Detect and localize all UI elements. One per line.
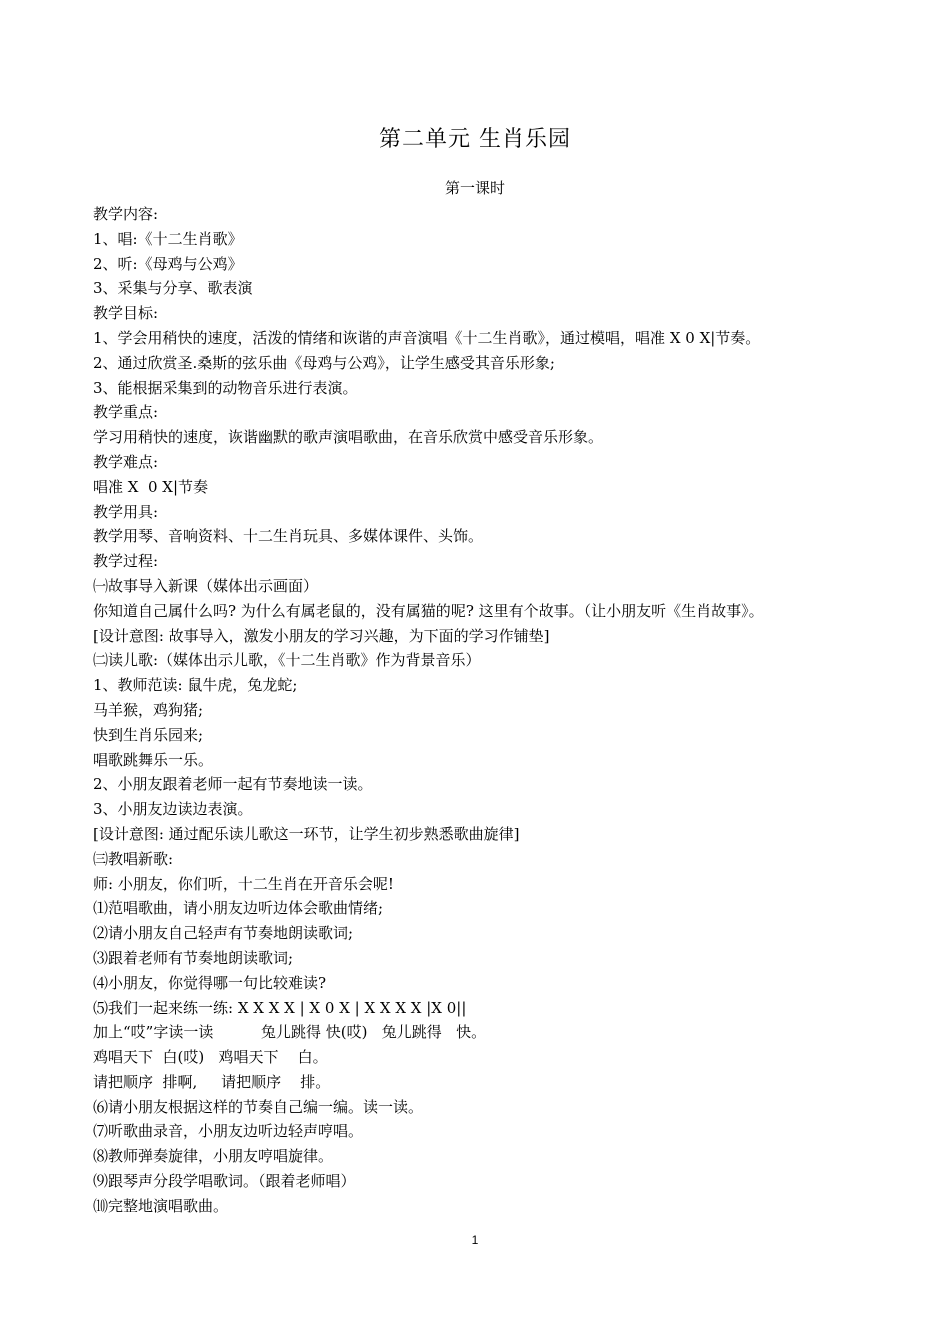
text-line: ㈡读儿歌:（媒体出示儿歌，《十二生肖歌》作为背景音乐） (93, 651, 481, 670)
text-line: ⑷小朋友，你觉得哪一句比较难读? (93, 973, 327, 992)
text-line: ⑺听歌曲录音，小朋友边听边轻声哼唱。 (93, 1122, 364, 1141)
text-line: 马羊猴，鸡狗猪; (93, 700, 204, 719)
text-line: 教学目标: (93, 304, 159, 323)
text-line: 教学过程: (93, 552, 159, 571)
text-line: 加上“哎”字读一读 兔儿跳得 快(哎) 兔儿跳得 快。 (93, 1023, 487, 1042)
text-line: 3、能根据采集到的动物音乐进行表演。 (93, 378, 358, 397)
text-line: ⑸我们一起来练一练: X X X X | X 0 X | X X X X |X 0|| (93, 998, 467, 1017)
text-line: 2、听:《母鸡与公鸡》 (93, 254, 243, 273)
lesson-subtitle: 第一课时 (444, 179, 505, 197)
lesson-body (93, 202, 913, 1219)
text-line: 唱准 X 0 X|节奏 (93, 477, 209, 496)
text-line: 你知道自己属什么吗? 为什么有属老鼠的，没有属猫的呢? 这里有个故事。（让小朋友听《生肖故事》。 (93, 601, 764, 620)
text-line: [设计意图: 通过配乐读儿歌这一环节，让学生初步熟悉歌曲旋律] (93, 824, 520, 843)
text-line: ㈠故事导入新课（媒体出示画面） (93, 576, 319, 595)
text-line: 1、学会用稍快的速度，活泼的情绪和诙谐的声音演唱《十二生肖歌》，通过模唱，唱准 X 0 X|节奏。 (93, 328, 761, 347)
text-line: 2、通过欣赏圣.桑斯的弦乐曲《母鸡与公鸡》，让学生感受其音乐形象; (93, 353, 555, 372)
unit-title: 第二单元 生肖乐园 (379, 127, 571, 152)
text-line: 鸡唱天下 白(哎) 鸡唱天下 白。 (93, 1048, 328, 1067)
page-number: 1 (471, 1233, 479, 1247)
text-line: ⑶跟着老师有节奏地朗读歌词; (93, 948, 294, 967)
text-line: 请把顺序 排啊, 请把顺序 排。 (93, 1072, 331, 1091)
text-line: 教学用琴、音响资料、十二生肖玩具、多媒体课件、头饰。 (93, 527, 484, 546)
text-line: ⑹请小朋友根据这样的节奏自己编一编。读一读。 (93, 1097, 424, 1116)
text-line: 1、唱:《十二生肖歌》 (93, 229, 243, 248)
text-line: 2、小朋友跟着老师一起有节奏地读一读。 (93, 775, 373, 794)
text-line: 1、教师范读: 鼠牛虎，兔龙蛇; (93, 676, 298, 695)
text-line: 学习用稍快的速度，诙谐幽默的歌声演唱歌曲，在音乐欣赏中感受音乐形象。 (93, 428, 604, 447)
text-line: 教学用具: (93, 502, 159, 521)
text-line: 3、小朋友边读边表演。 (93, 800, 253, 819)
text-line: 3、采集与分享、歌表演 (93, 279, 253, 298)
text-line: ⑵请小朋友自己轻声有节奏地朗读歌词; (93, 924, 354, 943)
text-line: ⑼跟琴声分段学唱歌词。（跟着老师唱） (93, 1172, 356, 1191)
text-line: 唱歌跳舞乐一乐。 (93, 750, 214, 769)
text-line: ㈢教唱新歌: (93, 849, 174, 868)
text-line: 教学重点: (93, 403, 159, 422)
text-line: ⑴范唱歌曲，请小朋友边听边体会歌曲情绪; (93, 899, 384, 918)
text-line: 师: 小朋友，你们听，十二生肖在开音乐会呢! (93, 874, 394, 893)
text-line: 快到生肖乐园来; (93, 725, 204, 744)
text-line: ⑽完整地演唱歌曲。 (93, 1196, 229, 1215)
text-line: 教学难点: (93, 452, 159, 471)
text-line: 教学内容: (93, 205, 159, 223)
text-line: ⑻教师弹奏旋律，小朋友哼唱旋律。 (93, 1147, 334, 1166)
text-line: [设计意图: 故事导入，激发小朋友的学习兴趣，为下面的学习作铺垫] (93, 626, 550, 645)
